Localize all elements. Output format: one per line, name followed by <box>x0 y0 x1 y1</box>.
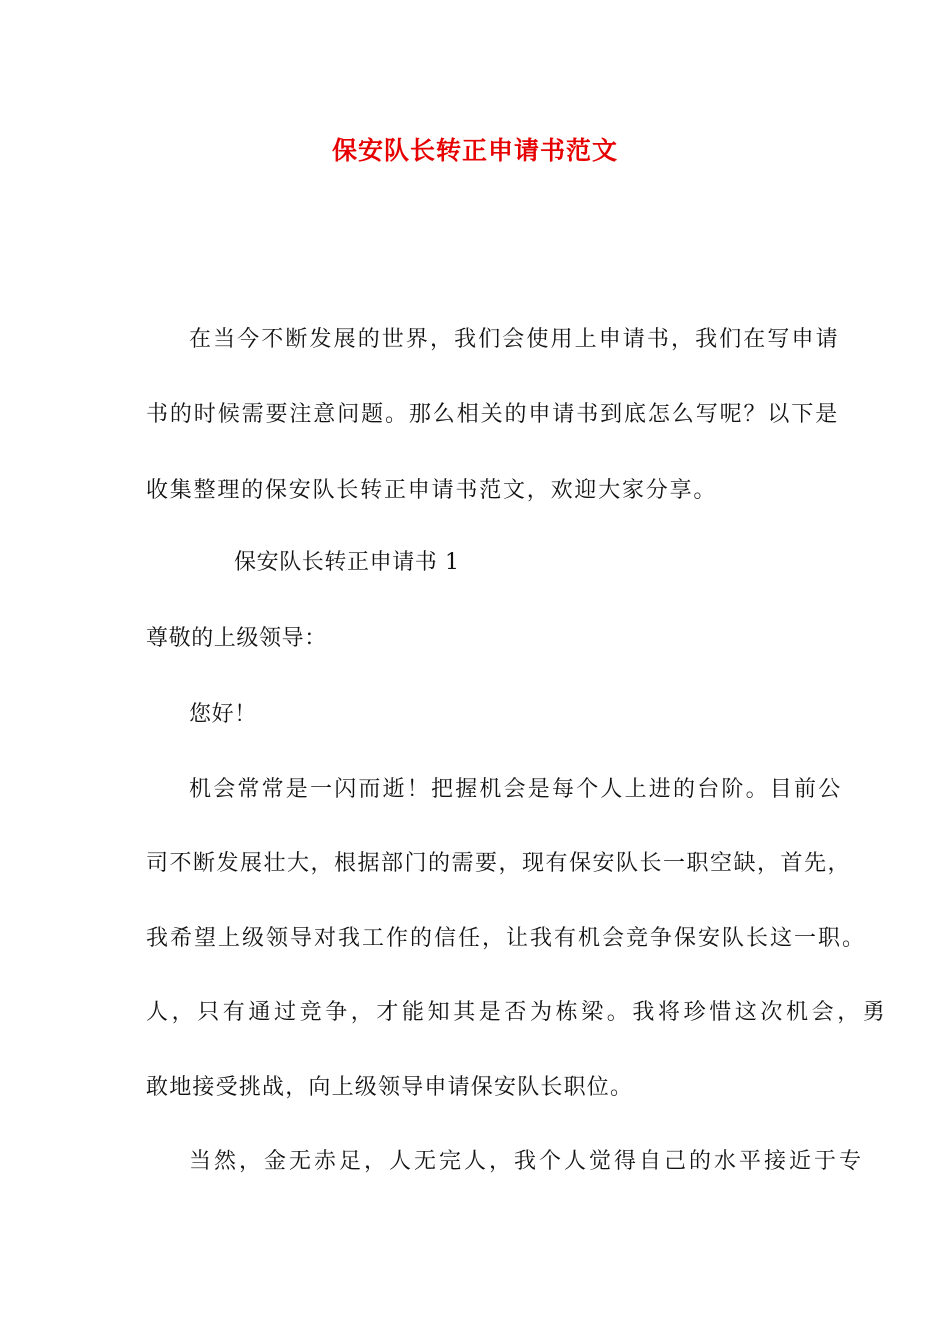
intro-line-3: 收集整理的保安队长转正申请书范文，欢迎大家分享。 <box>146 478 718 503</box>
body-line-1: 机会常常是一闪而逝！把握机会是每个人上进的台阶。目前公 <box>189 777 843 802</box>
body-line-4: 人，只有通过竞争，才能知其是否为栋梁。我将珍惜这次机会，勇 <box>146 1000 889 1025</box>
intro-line-2: 书的时候需要注意问题。那么相关的申请书到底怎么写呢？以下是 <box>146 402 840 427</box>
document-title: 保安队长转正申请书范文 <box>331 136 618 165</box>
body-line-2: 司不断发展壮大，根据部门的需要，现有保安队长一职空缺，首先， <box>146 851 852 876</box>
intro-line-1: 在当今不断发展的世界，我们会使用上申请书，我们在写申请 <box>189 327 840 352</box>
greeting: 您好！ <box>189 702 257 727</box>
body-line-6: 当然，金无赤足，人无完人，我个人觉得自己的水平接近于专 <box>189 1149 865 1174</box>
body-line-5: 敢地接受挑战，向上级领导申请保安队长职位。 <box>146 1075 634 1100</box>
section-heading: 保安队长转正申请书 1 <box>234 550 460 575</box>
salutation: 尊敬的上级领导： <box>146 626 327 651</box>
body-line-3: 我希望上级领导对我工作的信任，让我有机会竞争保安队长这一职。 <box>146 926 867 951</box>
